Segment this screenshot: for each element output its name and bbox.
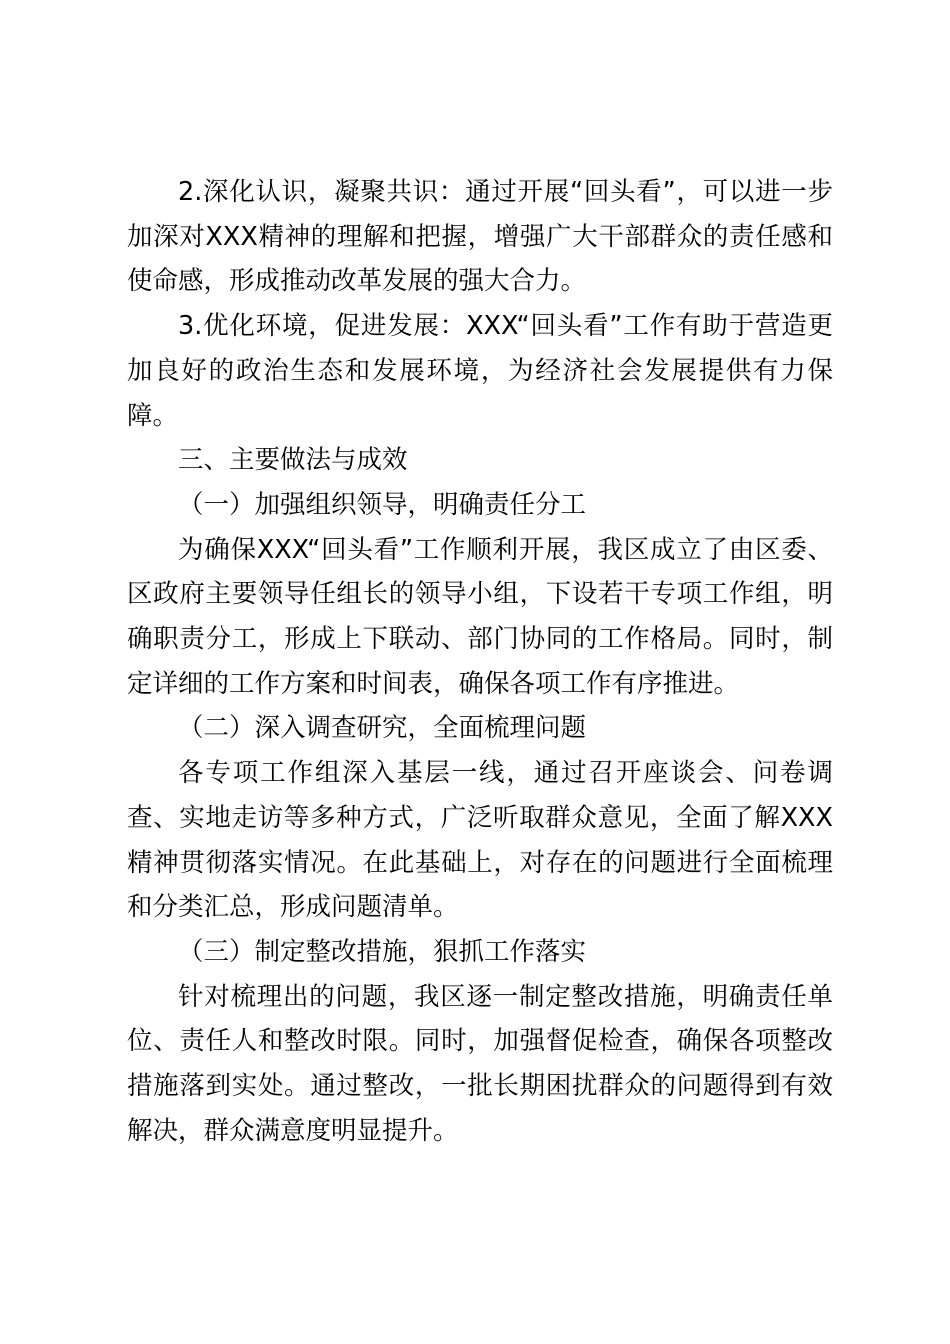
paragraph-rectification: 针对梳理出的问题，我区逐一制定整改措施，明确责任单位、责任人和整改时限。同时，加强督促检查，确保各项整改措施落到实处。通过整改，一批长期困扰群众的问题得到有效解决，群众满意度明显提升。 — [127, 981, 833, 1146]
paragraph-deepen-understanding: 2.深化认识，凝聚共识：通过开展“回头看”，可以进一步加深对XXX精神的理解和把握，增强广大干部群众的责任感和使命感，形成推动改革发展的强大合力。 — [127, 177, 833, 297]
document-page — [127, 170, 833, 1153]
paragraph-investigation: 各专项工作组深入基层一线，通过召开座谈会、问卷调查、实地走访等多种方式，广泛听取群众意见，全面了解XXX精神贯彻落实情况。在此基础上，对存在的问题进行全面梳理和分类汇总，形成问题清单。 — [127, 758, 833, 923]
subheading-investigation: （二）深入调查研究，全面梳理问题 — [178, 713, 587, 744]
subheading-strengthen-leadership: （一）加强组织领导，明确责任分工 — [178, 489, 587, 520]
subheading-rectification: （三）制定整改措施，狠抓工作落实 — [178, 936, 587, 967]
section-heading-main-practices: 三、主要做法与成效 — [178, 445, 408, 476]
paragraph-leadership: 为确保XXX“回头看”工作顺利开展，我区成立了由区委、区政府主要领导任组长的领导小组，下设若干专项工作组，明确职责分工，形成上下联动、部门协同的工作格局。同时，制定详细的工作方案和时间表，确保各项工作有序推进。 — [127, 534, 833, 699]
paragraph-optimize-environment: 3.优化环境，促进发展：XXX“回头看”工作有助于营造更加良好的政治生态和发展环境，为经济社会发展提供有力保障。 — [127, 311, 833, 431]
